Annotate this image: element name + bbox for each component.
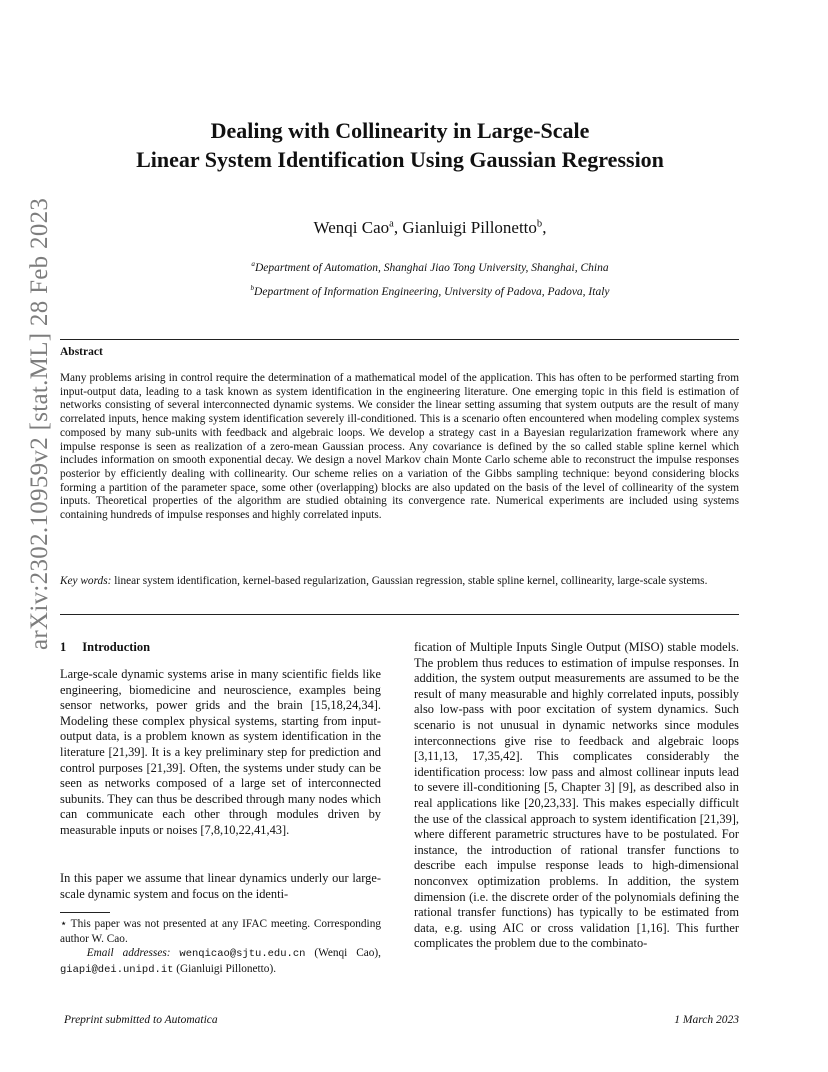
footer-preprint-note: Preprint submitted to Automatica <box>64 1014 218 1026</box>
email-1-link[interactable]: wenqicao@sjtu.edu.cn <box>179 948 306 960</box>
keywords-text: linear system identification, kernel-based regularization, Gaussian regression, stable spline kernel, collinearity, large-scale systems. <box>114 575 708 587</box>
title-line-2: Linear System Identification Using Gaussian Regression <box>136 147 664 172</box>
footnote-1-text: This paper was not presented at any IFAC meeting. Corresponding author W. Cao. <box>60 918 381 945</box>
author-1-affiliation-mark: a <box>389 218 394 230</box>
footnote-emails <box>60 946 381 978</box>
author-list-tail: , <box>542 218 547 237</box>
section-title: Introduction <box>82 640 151 654</box>
affiliation-a-mark: a <box>251 260 255 268</box>
affiliation-b-mark: b <box>250 284 255 292</box>
affiliation-b <box>60 284 800 298</box>
author-list <box>60 218 800 238</box>
intro-paragraph-1: Large-scale dynamic systems arise in many scientific fields like engineering, biomedicine and neuroscience, examples being sensor networks, power grids and the brain [15,18,24,34]. Modeling these complex physical systems, starting from input-output data, is a problem known as system identification in the literature [21,39]. It is a key preliminary step for prediction and control purposes [21,39]. Often, the systems under study can be seen as networks composed of a large set of interconnected subunits. They can thus be described through many nodes which can communicate each other through modules driven by measurable inputs or noises [7,8,10,22,41,43]. <box>60 667 381 837</box>
email-2-link[interactable]: giapi@dei.unipd.it <box>60 963 174 976</box>
author-1-name: Wenqi Cao <box>313 218 390 237</box>
abstract-heading: Abstract <box>60 346 103 358</box>
keywords <box>60 575 739 589</box>
author-2-name: Gianluigi Pillonetto <box>402 218 537 237</box>
email-1-owner: (Wenqi Cao), <box>314 947 381 959</box>
footnote-star-mark: ⋆ <box>60 918 68 930</box>
affiliation-b-text: Department of Information Engineering, University of Padova, Padova, Italy <box>254 285 610 298</box>
section-heading <box>60 640 150 655</box>
footnote-rule <box>60 912 110 913</box>
affiliation-a-text: Department of Automation, Shanghai Jiao Tong University, Shanghai, China <box>254 261 609 274</box>
arxiv-identifier-stamp <box>22 197 53 650</box>
section-number: 1 <box>60 640 67 654</box>
abstract-top-rule <box>60 339 739 340</box>
abstract-bottom-rule <box>60 614 739 615</box>
email-label: Email addresses: <box>86 947 171 959</box>
author-2-affiliation-mark: b <box>536 218 543 230</box>
abstract-body: Many problems arising in control require the determination of a mathematical model of the application. This has often to be performed starting from input-output data, leading to a task known as system identification in the engineering literature. One emerging topic in this field is estimation of networks consisting of several interconnected dynamic systems. We consider the linear setting assuming that system outputs are the result of many correlated inputs, hence making system identification severely ill-conditioned. This is a scenario often encountered when modeling complex systems composed by many sub-units with feedback and algebraic loops. We develop a strategy cast in a Bayesian regularization framework where any impulse response is seen as realization of a zero-mean Gaussian process. Any covariance is defined by the so called stable spline kernel which includes information on smooth exponential decay. We design a novel Markov chain Monte Carlo scheme able to reconstruct the impulse responses posterior by efficiently dealing with collinearity. Our scheme relies on a variation of the Gibbs sampling technique: beyond considering blocks forming a partition of the parameter space, some other (overlapping) blocks are also updated on the basis of the level of collinearity of the system inputs. Theoretical properties of the algorithm are studied obtaining its convergence rate. Numerical experiments are included using systems containing hundreds of impulse responses and highly correlated inputs. <box>60 372 739 522</box>
author-separator: , <box>393 218 403 237</box>
intro-paragraph-2: In this paper we assume that linear dynamics underly our large-scale dynamic system and focus on the identi- <box>60 871 381 901</box>
footer-date: 1 March 2023 <box>674 1014 739 1026</box>
email-2-owner: (Gianluigi Pillonetto). <box>176 962 277 975</box>
arxiv-identifier-text: arXiv:2302.10959v2 [stat.ML] 28 Feb 2023 <box>26 197 53 650</box>
intro-right-column: fication of Multiple Inputs Single Output (MISO) stable models. The problem thus reduces to estimation of impulse responses. In addition, the system output measurements are assumed to be the result of many measurable and highly correlated inputs, possibly also low-pass with poor excitation of system dynamics. Such scenario is not unusual in dynamic networks since modules interconnections give rise to feedback and algebraic loops [3,11,13, 17,35,42]. This complicates considerably the identification process: low pass and almost collinear inputs lead to severe ill-conditioning [5, Chapter 3] [9], as described also in real applications like [20,23,33]. This makes especially difficult the use of the classical approach to system identification [21,39], where different parametric structures have to be postulated. For instance, the introduction of rational transfer functions to describe each impulse response leads to high-dimensional nonconvex optimization problems. In addition, the system dimension (i.e. the discrete order of the polynomials defining the rational transfer functions) has typically to be estimated from data, e.g. using AIC or cross validation [1,16]. This further complicates the problem due to the combinato- <box>414 640 739 951</box>
title-line-1: Dealing with Collinearity in Large-Scale <box>210 118 590 143</box>
keywords-label: Key words: <box>60 575 112 587</box>
footnote-1 <box>60 917 381 947</box>
affiliation-a <box>60 260 800 274</box>
paper-title <box>60 116 740 174</box>
